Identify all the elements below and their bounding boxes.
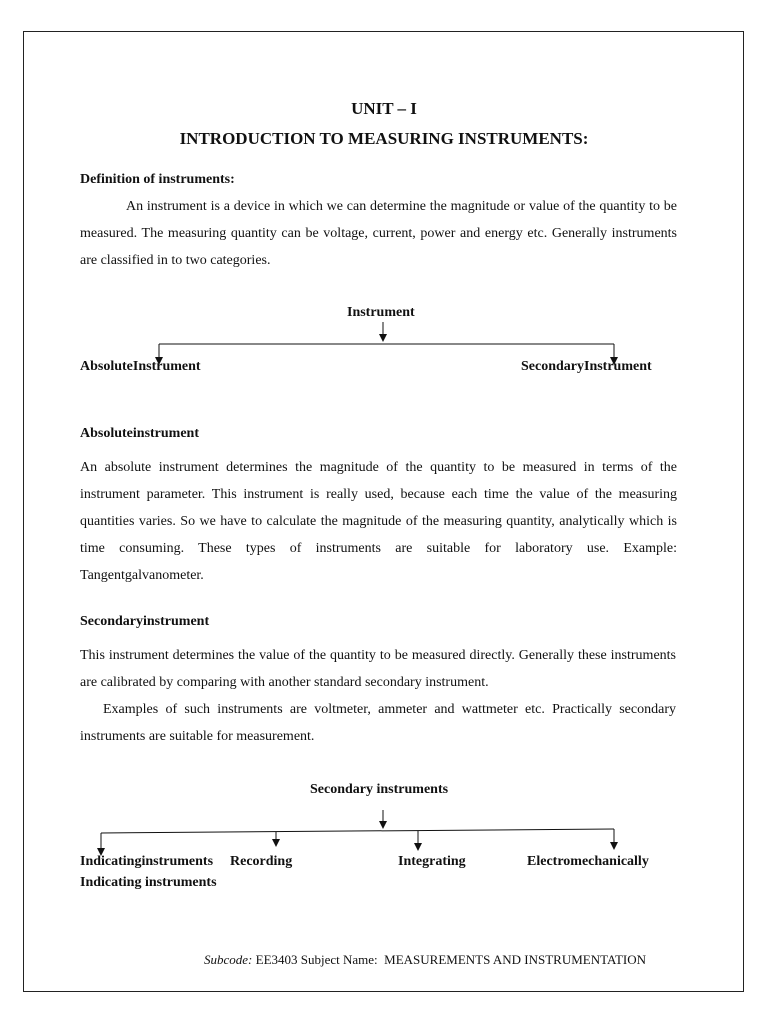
footer-subcode-label: Subcode: — [204, 952, 253, 967]
secondary-heading: Secondaryinstrument — [80, 614, 210, 629]
footer-subcode-value: EE3403 — [255, 952, 298, 967]
diagram1-left-label: AbsoluteInstrument — [80, 359, 201, 374]
page-title: INTRODUCTION TO MEASURING INSTRUMENTS: — [179, 129, 589, 148]
definition-heading: Definition of instruments: — [80, 172, 235, 187]
diagram2-branch-electromechanical: Electromechanically — [527, 854, 649, 869]
diagram2-branch-integrating: Integrating — [398, 854, 466, 869]
diagram2-branch-recording: Recording — [230, 854, 293, 869]
footer-subject-value: MEASUREMENTS AND INSTRUMENTATION — [384, 952, 647, 967]
footer-subject-label: Subject Name: — [300, 952, 378, 967]
definition-paragraph: An instrument is a device in which we can determine the magnitude or value of the quantity to be measured. The measuring quantity can be voltage, current, power and energy etc. Generally instruments are classified in to two categories. — [80, 199, 677, 268]
secondary-paragraph-1: This instrument determines the value of the quantity to be measured directly. Generally these instruments are calibrated by comparing with another standard secondary instrument. — [80, 648, 676, 690]
absolute-paragraph: An absolute instrument determines the magnitude of the quantity to be measured in terms of the instrument parameter. This instrument is really used, because each time the value of the measuring quantities varies. So we have to calculate the magnitude of the measuring quantity, analytically which is time consuming. These types of instruments are suitable for laboratory use. Example: Tangentgalvanometer. — [80, 460, 677, 583]
diagram2-branch-indicating-line2: Indicating instruments — [80, 875, 217, 890]
secondary-paragraph-2: Examples of such instruments are voltmeter, ammeter and wattmeter etc. Practically secondary instruments are suitable for measurement. — [80, 702, 676, 744]
absolute-heading: Absoluteinstrument — [80, 426, 200, 441]
diagram1-root-label: Instrument — [347, 305, 415, 320]
diagram2-branch-indicating: Indicatinginstruments — [80, 854, 214, 869]
diagram1-right-label: SecondaryInstrument — [521, 359, 652, 374]
unit-heading: UNIT – I — [351, 99, 417, 118]
diagram2-branch-line — [101, 829, 614, 833]
footer — [204, 952, 646, 968]
diagram2-root-label: Secondary instruments — [310, 782, 449, 797]
